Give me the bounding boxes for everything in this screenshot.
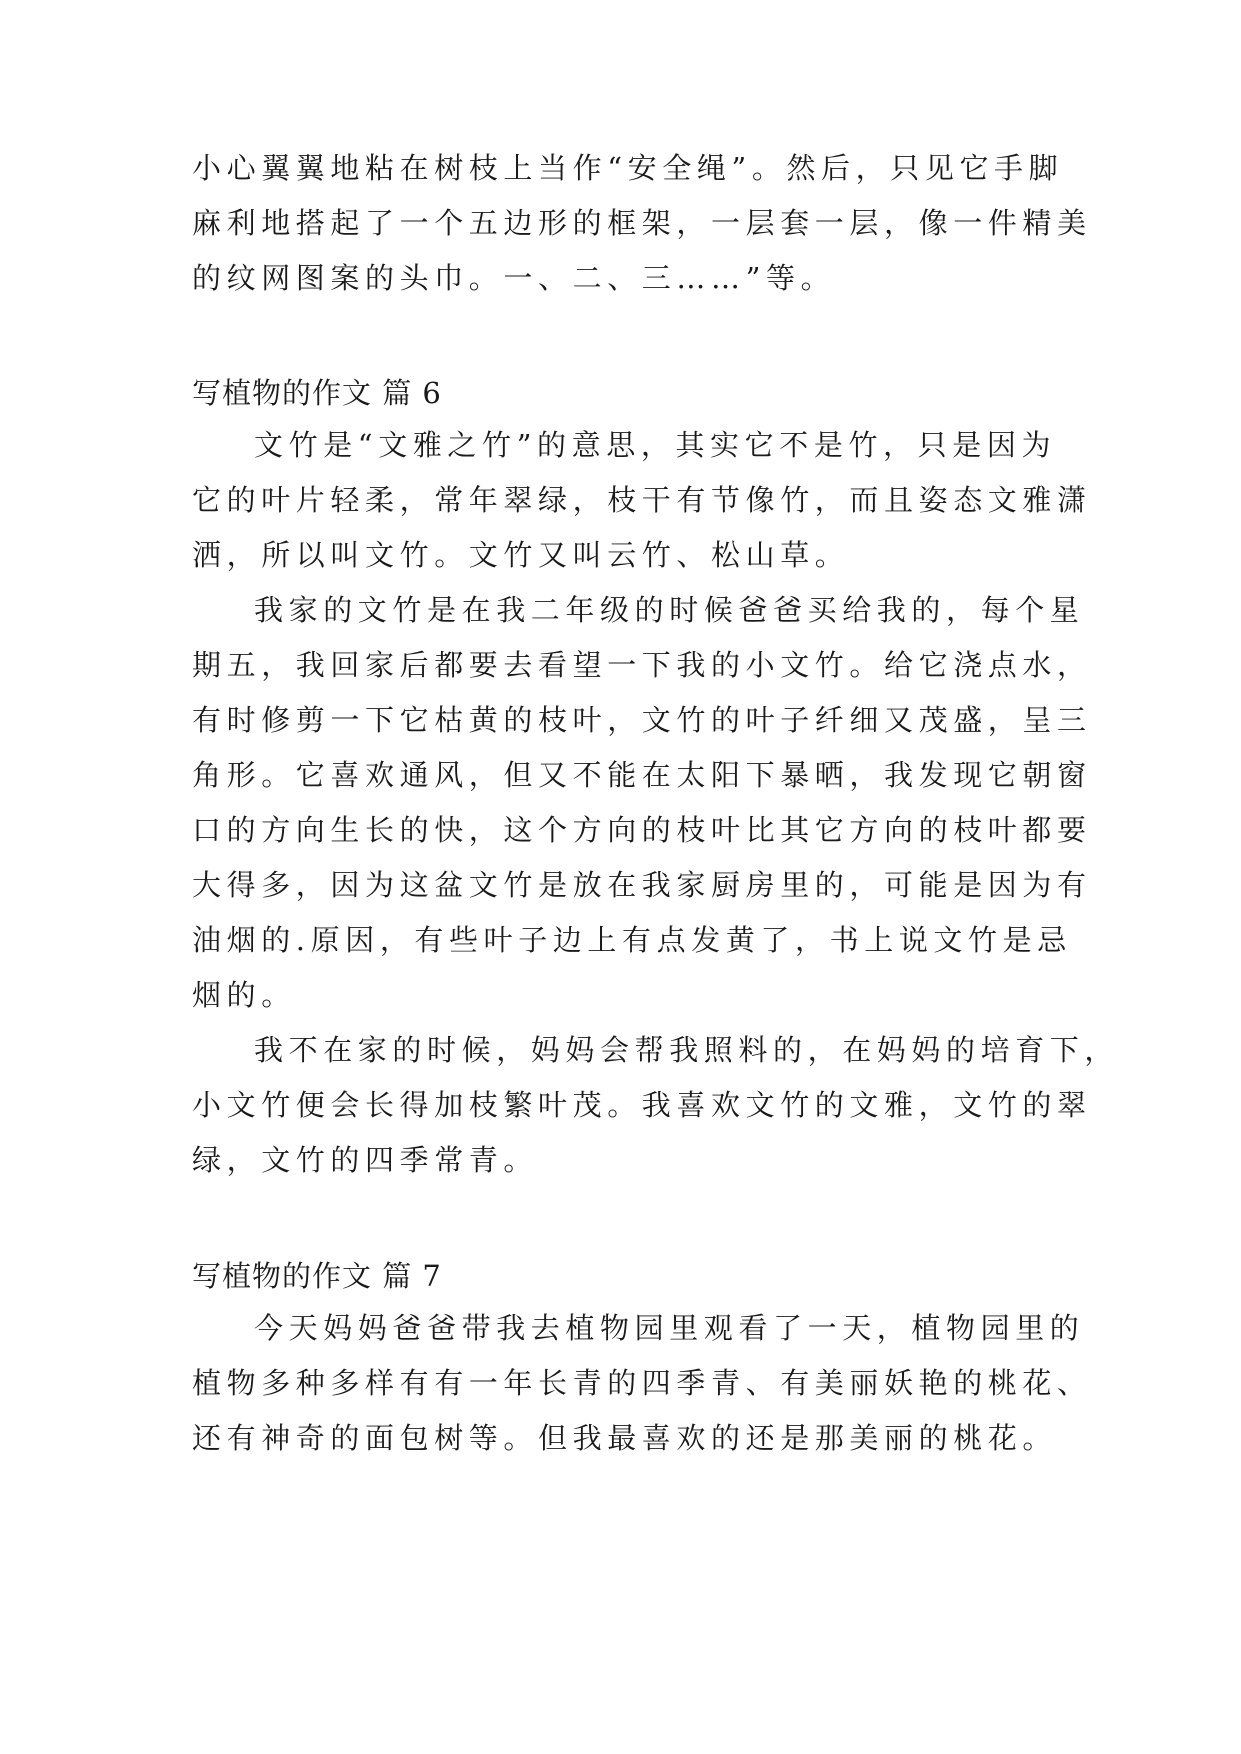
paragraph-line: 今天妈妈爸爸带我去植物园里观看了一天，植物园里的	[254, 1311, 1085, 1345]
paragraph-line: 麻利地搭起了一个五边形的框架，一层套一层，像一件精美	[192, 206, 1092, 240]
paragraph-line: 我家的文竹是在我二年级的时候爸爸买给我的，每个星	[254, 593, 1085, 627]
paragraph-line: 油烟的.原因，有些叶子边上有点发黄了，书上说文竹是忌	[192, 923, 1072, 957]
paragraph-line: 大得多，因为这盆文竹是放在我家厨房里的，可能是因为有	[192, 868, 1092, 902]
paragraph-line: 小文竹便会长得加枝繁叶茂。我喜欢文竹的文雅，文竹的翠	[192, 1088, 1092, 1122]
paragraph-line: 烟的。	[192, 978, 296, 1012]
paragraph-line: 小心翼翼地粘在树枝上当作“安全绳”。然后，只见它手脚	[192, 151, 1064, 185]
section-title: 写植物的作文 篇 6	[192, 376, 442, 410]
paragraph-line: 它的叶片轻柔，常年翠绿，枝干有节像竹，而且姿态文雅潇	[192, 483, 1092, 517]
section-title: 写植物的作文 篇 7	[192, 1259, 442, 1293]
paragraph-line: 还有神奇的面包树等。但我最喜欢的还是那美丽的桃花。	[192, 1421, 1058, 1455]
paragraph-line: 我不在家的时候，妈妈会帮我照料的，在妈妈的培育下，	[254, 1033, 1120, 1067]
paragraph-line: 口的方向生长的快，这个方向的枝叶比其它方向的枝叶都要	[192, 813, 1092, 847]
paragraph-line: 文竹是“文雅之竹”的意思，其实它不是竹，只是因为	[254, 428, 1057, 462]
paragraph-line: 角形。它喜欢通风，但又不能在太阳下暴晒，我发现它朝窗	[192, 758, 1092, 792]
paragraph-line: 绿，文竹的四季常青。	[192, 1143, 539, 1177]
paragraph-line: 有时修剪一下它枯黄的枝叶，文竹的叶子纤细又茂盛，呈三	[192, 703, 1092, 737]
paragraph-line: 洒，所以叫文竹。文竹又叫云竹、松山草。	[192, 538, 850, 572]
paragraph-line: 植物多种多样有有一年长青的四季青、有美丽妖艳的桃花、	[192, 1366, 1092, 1400]
paragraph-line: 期五，我回家后都要去看望一下我的小文竹。给它浇点水，	[192, 648, 1092, 682]
paragraph-line: 的纹网图案的头巾。一、二、三……”等。	[192, 261, 836, 295]
